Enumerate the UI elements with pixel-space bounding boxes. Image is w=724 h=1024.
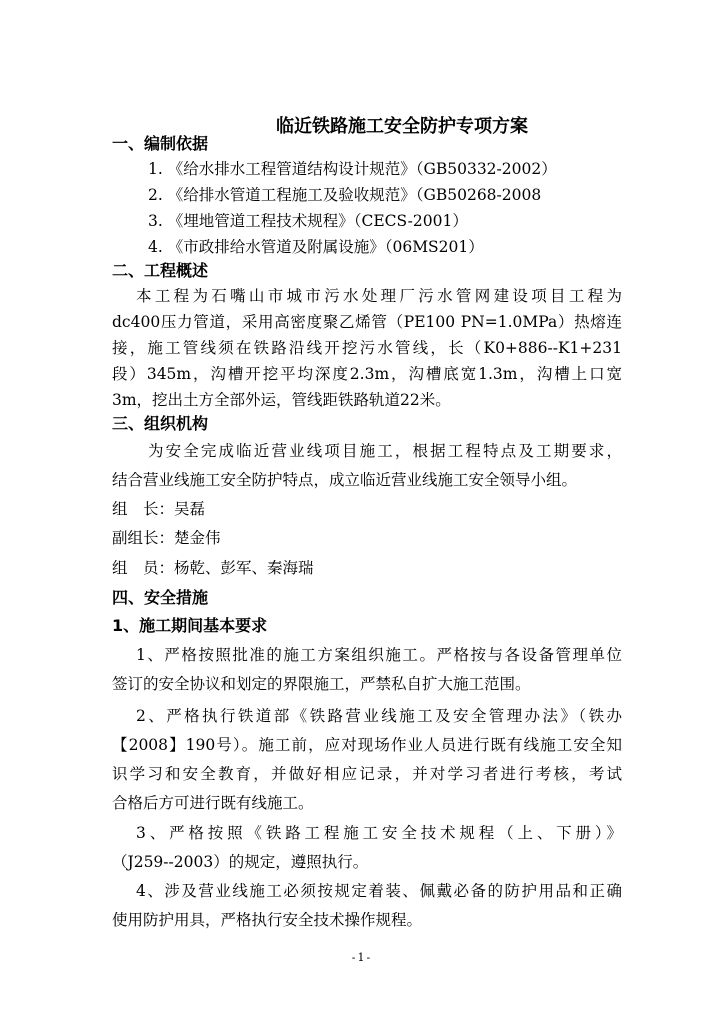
measure-line: 使用防护用具，严格执行安全技术操作规程。 bbox=[112, 911, 423, 929]
basis-item: 3. 《埋地管道工程技术规程》（CECS-2001） bbox=[148, 212, 468, 230]
org-line: 结合营业线施工安全防护特点，成立临近营业线施工安全领导小组。 bbox=[112, 471, 578, 489]
measure-line: 2、严格执行铁道部《铁路营业线施工及安全管理办法》（铁办 bbox=[136, 707, 622, 725]
section-heading-basis: 一、编制依据 bbox=[112, 134, 209, 153]
page-number: -1- bbox=[351, 951, 373, 964]
basis-item: 2. 《给排水管道工程施工及验收规范》（GB50268-2008 bbox=[148, 186, 542, 204]
measure-line: （J259--2003）的规定，遵照执行。 bbox=[112, 853, 369, 871]
measure-line: 签订的安全协议和划定的界限施工，严禁私自扩大施工范围。 bbox=[112, 675, 531, 693]
basis-item: 4. 《市政排给水管道及附属设施》（06MS201） bbox=[148, 238, 484, 256]
measure-line: 1、严格按照批准的施工方案组织施工。严格按与各设备管理单位 bbox=[136, 646, 622, 664]
measure-line: 3、严格按照《铁路工程施工安全技术规程（上、下册）》 bbox=[136, 824, 622, 842]
basis-item: 1. 《给水排水工程管道结构设计规范》（GB50332-2002） bbox=[148, 160, 557, 178]
org-members: 组 员：杨乾、彭军、秦海瑞 bbox=[112, 559, 314, 577]
overview-line: 本工程为石嘴山市城市污水处理厂污水管网建设项目工程为 bbox=[136, 287, 622, 305]
org-leader: 组 长：吴磊 bbox=[112, 500, 206, 518]
measure-line: 【2008】190号）。施工前，应对现场作业人员进行既有线施工安全知 bbox=[112, 736, 622, 754]
overview-line: 接，施工管线须在铁路沿线开挖污水管线，长（K0+886--K1+231 bbox=[112, 339, 622, 357]
section-heading-measures: 四、安全措施 bbox=[112, 588, 209, 607]
org-deputy: 副组长：楚金伟 bbox=[112, 529, 221, 547]
measure-line: 4、涉及营业线施工必须按规定着装、佩戴必备的防护用品和正确 bbox=[136, 882, 622, 900]
overview-line: dc400压力管道，采用高密度聚乙烯管（PE100 PN=1.0MPa）热熔连 bbox=[112, 313, 622, 331]
section-heading-org: 三、组织机构 bbox=[112, 414, 209, 433]
section-heading-overview: 二、工程概述 bbox=[112, 261, 209, 280]
org-line: 为安全完成临近营业线项目施工，根据工程特点及工期要求， bbox=[148, 442, 622, 460]
document-title: 临近铁路施工安全防护专项方案 bbox=[276, 116, 528, 137]
measure-line: 识学习和安全教育，并做好相应记录，并对学习者进行考核，考试 bbox=[112, 765, 622, 783]
overview-line: 段）345m，沟槽开挖平均深度2.3m，沟槽底宽1.3m，沟槽上口宽 bbox=[112, 365, 622, 383]
measure-line: 合格后方可进行既有线施工。 bbox=[112, 794, 314, 812]
subsection-heading: 1、施工期间基本要求 bbox=[112, 616, 268, 635]
overview-line: 3m，挖出土方全部外运，管线距铁路轨道22米。 bbox=[112, 391, 451, 409]
